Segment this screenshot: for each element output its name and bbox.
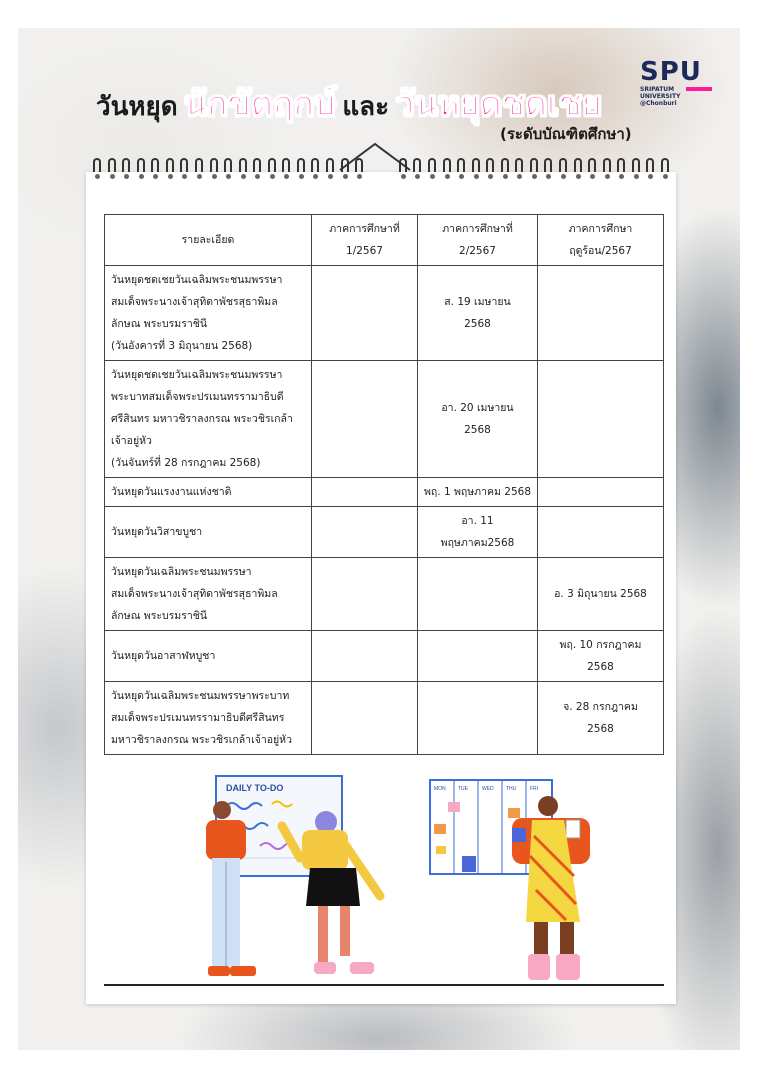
person-teacher-icon — [512, 796, 590, 980]
holiday-date-cell: จ. 28 กรกฎาคม 2568 — [538, 682, 664, 755]
board-title-text: DAILY TO-DO — [226, 783, 284, 793]
logo-mark: SPU — [640, 57, 702, 87]
calendar-day-label: TUE — [458, 786, 468, 792]
header-term-1: ภาคการศึกษาที่ 1/2567 — [312, 215, 418, 266]
header-detail: รายละเอียด — [105, 215, 312, 266]
holiday-date-cell: พฤ. 10 กรกฎาคม 2568 — [538, 631, 664, 682]
holiday-detail-cell: วันหยุดวันเฉลิมพระชนมพรรษา สมเด็จพระนางเจ้าสุทิดาพัชรสุธาพิมล ลักษณ พระบรมราชินี — [105, 558, 312, 631]
holiday-date-cell: อ. 3 มิถุนายน 2568 — [538, 558, 664, 631]
holiday-date-cell: ส. 19 เมษายน 2568 — [418, 266, 538, 361]
holiday-date-cell: อา. 20 เมษายน 2568 — [418, 361, 538, 478]
calendar-day-label: MON — [434, 786, 446, 792]
holiday-detail-cell: วันหยุดวันอาสาฬหบูชา — [105, 631, 312, 682]
floor-line — [104, 984, 664, 986]
logo-line-3: @Chonburi — [640, 100, 677, 107]
logo-line-2: UNIVERSITY — [640, 93, 681, 100]
title-part2: และ — [342, 92, 390, 122]
holiday-detail-cell: วันหยุดชดเชยวันเฉลิมพระชนมพรรษา สมเด็จพระนางเจ้าสุทิดาพัชรสุธาพิมล ลักษณ พระบรมราชินี (วันอังคารที่ 3 มิถุนายน 2568) — [105, 266, 312, 361]
holiday-detail-cell: วันหยุดชดเชยวันเฉลิมพระชนมพรรษา พระบาทสมเด็จพระปรเมนทรรามาธิบดี ศรีสินทร มหาวชิราลงกรณ พระวชิรเกล้า เจ้าอยู่หัว (วันจันทร์ที่ 28 กรกฎาคม 2568) — [105, 361, 312, 478]
holiday-date-cell: อา. 11 พฤษภาคม2568 — [418, 507, 538, 558]
title-part1: วันหยุด — [96, 92, 178, 122]
header-term-2: ภาคการศึกษาที่ 2/2567 — [418, 215, 538, 266]
page-subtitle: (ระดับบัณฑิตศึกษา) — [500, 125, 632, 143]
holiday-detail-cell: วันหยุดวันแรงงานแห่งชาติ — [105, 478, 312, 507]
holiday-date-cell: พฤ. 1 พฤษภาคม 2568 — [418, 478, 538, 507]
logo-line-1: SRIPATUM — [640, 86, 675, 93]
calendar-day-label: FRI — [530, 786, 539, 792]
header-summer: ภาคการศึกษา ฤดูร้อน/2567 — [538, 215, 664, 266]
title-highlight2: วันหยุดชดเชย — [395, 84, 602, 124]
holiday-detail-cell: วันหยุดวันเฉลิมพระชนมพรรษาพระบาท สมเด็จพระปรเมนทรรามาธิบดีศรีสินทร มหาวชิราลงกรณ พระวชิรเกล้าเจ้าอยู่หัว — [105, 682, 312, 755]
calendar-day-label: WED — [482, 786, 494, 792]
title-highlight1: นักขัตฤกษ์ — [183, 84, 337, 124]
holiday-detail-cell: วันหยุดวันวิสาขบูชา — [105, 507, 312, 558]
calendar-day-label: THU — [506, 786, 517, 792]
